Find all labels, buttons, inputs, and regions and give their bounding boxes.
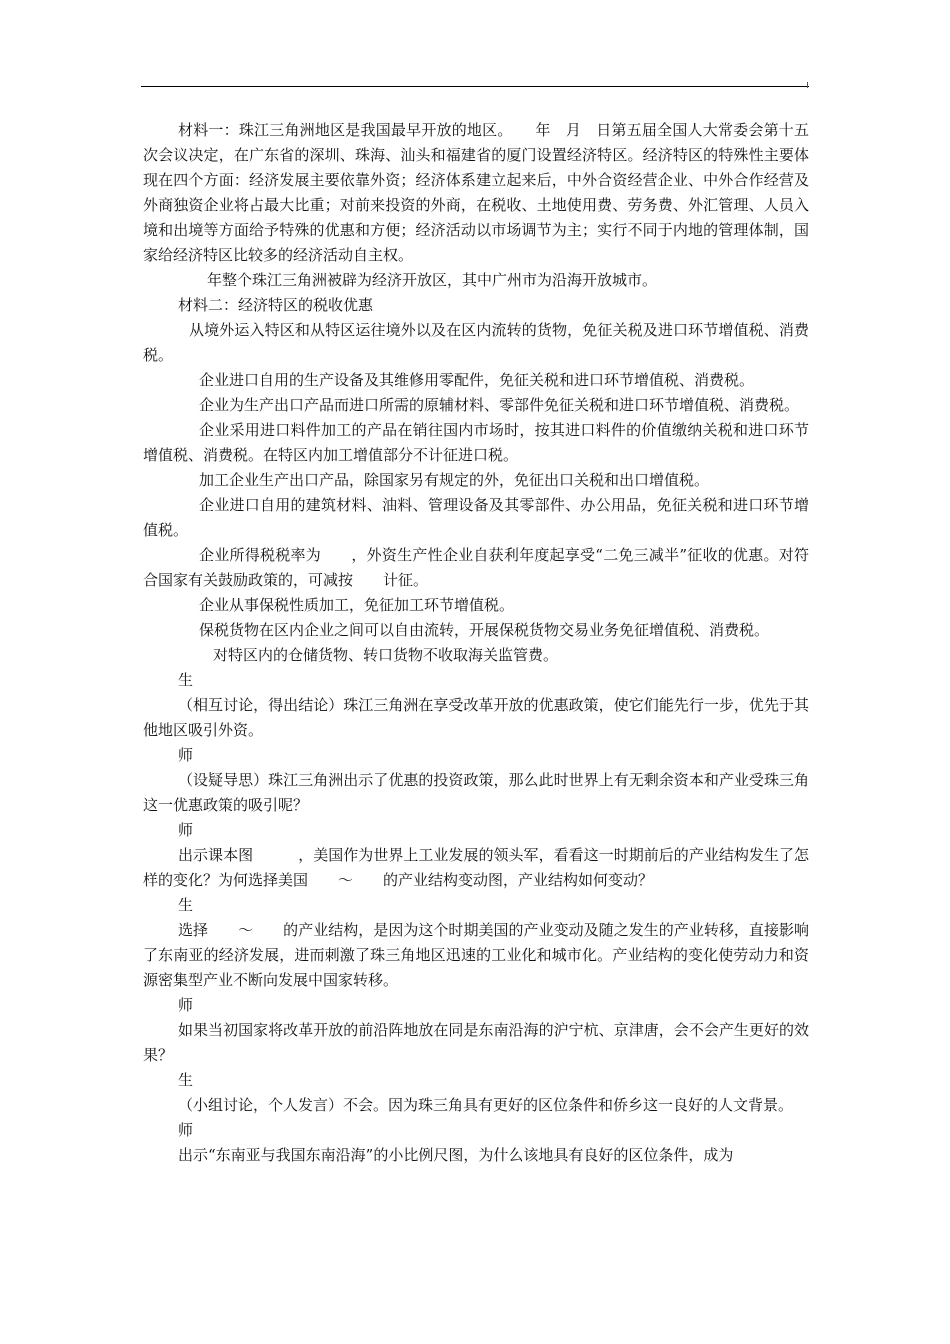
paragraph-tax-raw-materials: 企业为生产出口产品而进口所需的原辅材料、零部件免征关税和进口环节增值税、消费税。 [199,396,800,414]
speaker-teacher: 师 [178,746,194,764]
paragraph-student-discussion: （相互讨论，得出结论）珠江三角洲在享受改革开放的优惠政策，使它们能先行一步，优先于其他地区吸引外资。 [143,696,809,739]
paragraph-tax-export: 加工企业生产出口产品，除国家另有规定的外，免征出口关税和出口增值税。 [199,471,710,489]
speaker-student: 生 [178,671,194,689]
paragraph-material-two-heading: 材料二：经济特区的税收优惠 [178,296,374,314]
paragraph-teacher-hypothesis: 如果当初国家将改革开放的前沿阵地放在同是东南沿海的沪宁杭、京津唐，会不会产生更好的效果？ [143,1021,809,1064]
paragraph-material-one: 材料一：珠江三角洲地区是我国最早开放的地区。 年 月 日第五届全国人大常委会第十五次会议决定，在广东省的深圳、珠海、汕头和福建省的厦门设置经济特区。经济特区的特殊性主要体现在四个方面：经济发展主要依靠外资；经济体系建立起来后，中外合资经营企业、中外合作经营及外商独资企业将占最大比重；对前来投资的外商，在税收、土地使用费、劳务费、外汇管理、人员入境和出境等方面给予特殊的优惠和方便；经济活动以市场调节为主；实行不同于内地的管理体制，国家给经济特区比较多的经济活动自主权。 [143,121,809,264]
paragraph-teacher-map: 出示“东南亚与我国东南沿海”的小比例尺图，为什么该地具有良好的区位条件，成为 [178,1146,734,1164]
paragraph-teacher-figure: 出示课本图 ，美国作为世界上工业发展的领头军，看看这一时期前后的产业结构发生了怎样的变化？为何选择美国 ～ 的产业结构变动图，产业结构如何变动？ [143,846,809,889]
paragraph-tax-goods: 从境外运入特区和从特区运往境外以及在区内流转的货物，免征关税及进口环节增值税、消费税。 [143,321,809,364]
paragraph-open-zone: 年整个珠江三角洲被辟为经济开放区，其中广州市为沿海开放城市。 [207,271,658,289]
paragraph-tax-storage: 对特区内的仓储货物、转口货物不收取海关监管费。 [213,646,559,664]
paragraph-tax-equipment: 企业进口自用的生产设备及其维修用零配件，免征关税和进口环节增值税、消费税。 [199,371,755,389]
paragraph-student-answer: 选择 ～ 的产业结构，是因为这个时期美国的产业变动及随之发生的产业转移，直接影响了东南亚的经济发展，进而刺激了珠三角地区迅速的工业化和城市化。产业结构的变化使劳动力和资源密集型产业不断向发展中国家转移。 [143,921,809,989]
paragraph-tax-bonded-goods: 保税货物在区内企业之间可以自由流转，开展保税货物交易业务免征增值税、消费税。 [199,621,770,639]
paragraph-tax-construction: 企业进口自用的建筑材料、油料、管理设备及其零部件、办公用品，免征关税和进口环节增值税。 [143,496,809,539]
document-body [143,118,809,1168]
header-rule-mark [807,82,808,88]
paragraph-teacher-question: （设疑导思）珠江三角洲出示了优惠的投资政策，那么此时世界上有无剩余资本和产业受珠三角这一优惠政策的吸引呢？ [143,771,809,814]
speaker-teacher: 师 [178,1121,194,1139]
paragraph-tax-bonded-processing: 企业从事保税性质加工，免征加工环节增值税。 [199,596,515,614]
speaker-student: 生 [178,1071,194,1089]
speaker-teacher: 师 [178,996,194,1014]
paragraph-student-group: （小组讨论，个人发言）不会。因为珠三角具有更好的区位条件和侨乡这一良好的人文背景。 [178,1096,794,1114]
paragraph-tax-domestic-sales: 企业采用进口料件加工的产品在销往国内市场时，按其进口料件的价值缴纳关税和进口环节增值税、消费税。在特区内加工增值部分不计征进口税。 [143,421,809,464]
paragraph-tax-income: 企业所得税税率为 ，外资生产性企业自获利年度起享受“二免三减半”征收的优惠。对符合国家有关鼓励政策的，可减按 计征。 [143,546,809,589]
speaker-student: 生 [178,896,194,914]
speaker-teacher: 师 [178,821,194,839]
header-rule [141,86,809,87]
